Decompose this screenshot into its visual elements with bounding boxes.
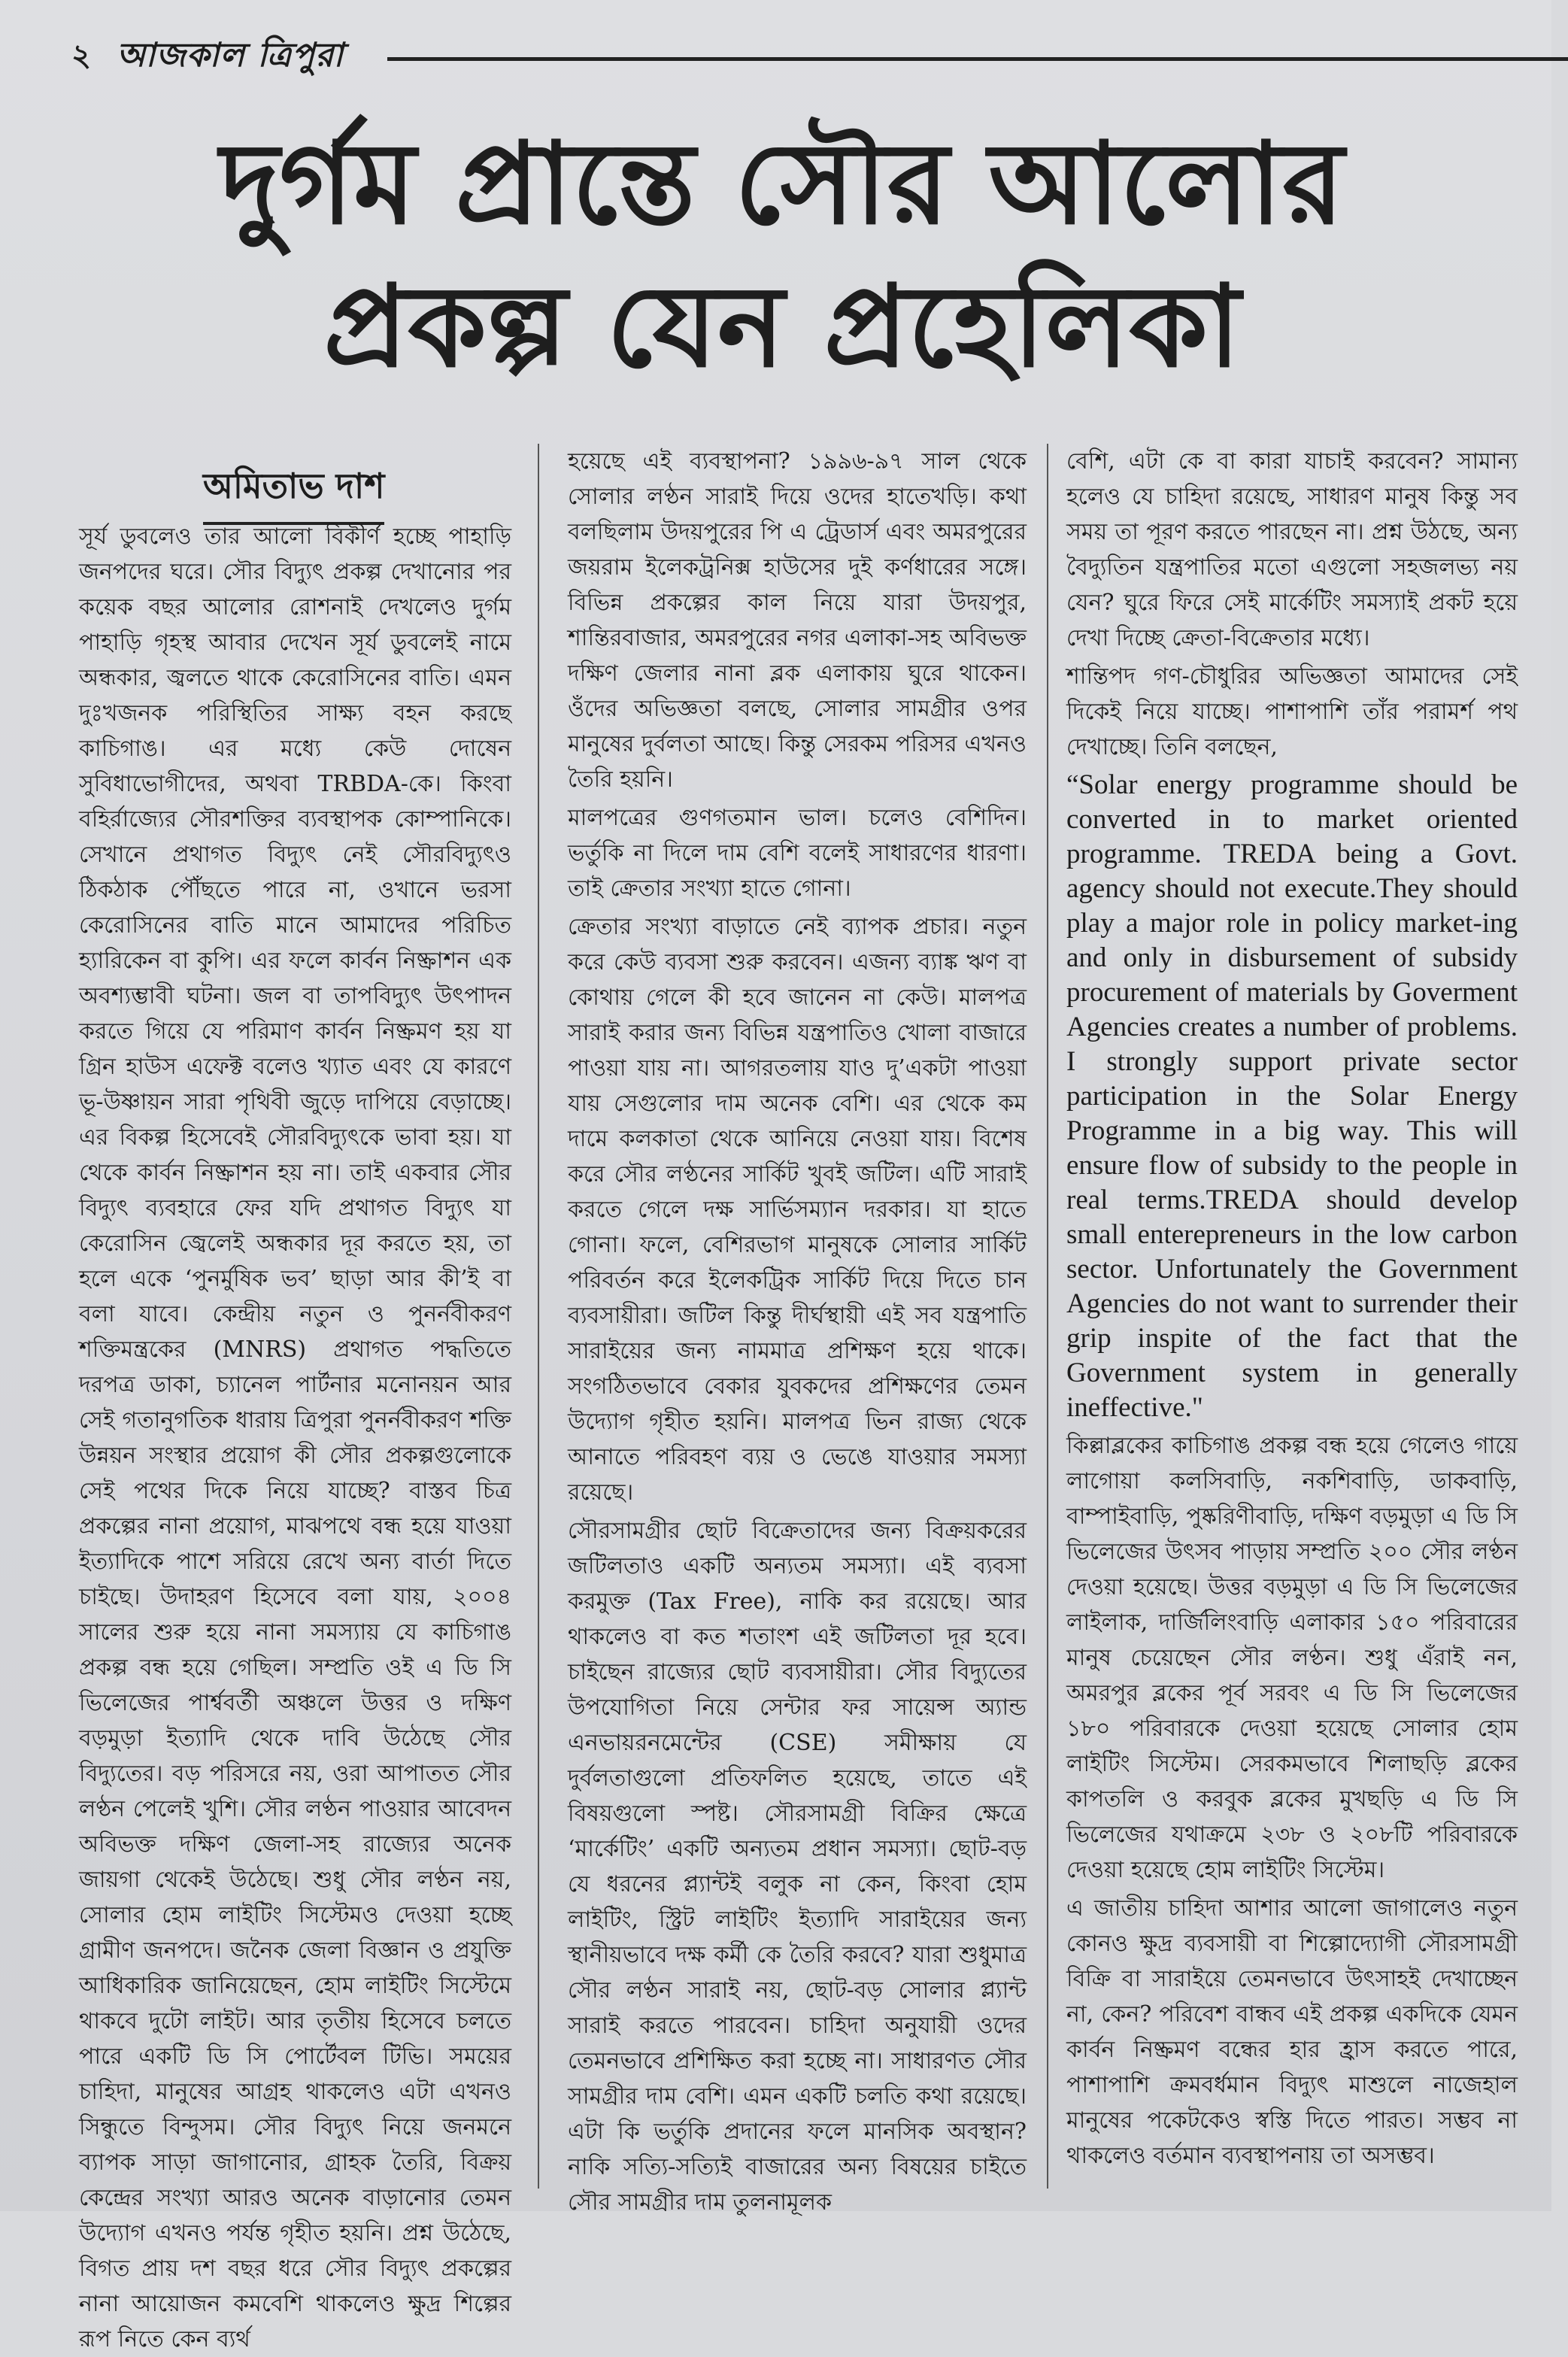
masthead — [71, 29, 1500, 74]
article-column-1 — [79, 519, 511, 2352]
article-column-3 — [1066, 444, 1518, 2196]
article-headline: দুর্গম প্রান্তে সৌর আলোর প্রকল্প যেন প্রহেলিকা — [220, 119, 1345, 393]
english-quote: “Solar energy programme should be converted in to market oriented programme. TREDA being a Govt. agency should not execute.They should play a major role in policy market-ing and only in disbursement of subsidy procurement of materials by Goverment Agencies creates a number of problems. I strongly support private sector participation in the Solar Energy Programme in a big way. This will ensure flow of subsidy to the people in real terms.TREDA should develop small enterepreneurs in the low carbon sector. Unfortunately the Government Agencies do not want to surrender their grip inspite of the fact that the Government system in generally ineffective." — [1066, 769, 1518, 1423]
column-3-paragraph: বেশি, এটা কে বা কারা যাচাই করবেন? সামান্য হলেও যে চাহিদা রয়েছে, সাধারণ মানুষ কিন্তু সব সময় তা পূরণ করতে পারছেন না। প্রশ্ন উঠছে, অন্য বৈদ্যুতিন যন্ত্রপাতির মতো এগুলো সহজলভ্য নয় যেন? ঘুরে ফিরে সেই মার্কেটিং সমস্যাই প্রকট হয়ে দেখা দিচ্ছে ক্রেতা-বিক্রেতার মধ্যে। — [1066, 448, 1518, 651]
column-3-paragraph: কিল্লাব্লকের কাচিগাঙ প্রকল্প বন্ধ হয়ে গেলেও গায়ে লাগোয়া কলসিবাড়ি, নকশিবাড়ি, ডাকবাড়ি, বাম্পাইবাড়ি, পুষ্করিণীবাড়ি, দক্ষিণ বড়মুড়া এ ডি সি ভিলেজের উৎসব পাড়ায় সম্প্রতি ২০০ সৌর লণ্ঠন দেওয়া হয়েছে। উত্তর বড়মুড়া এ ডি সি ভিলেজের লাইলাক, দার্জিলিংবাড়ি এলাকার ১৫০ পরিবারের মানুষ চেয়েছেন সৌর লণ্ঠন। শুধু এঁরাই নন, অমরপুর ব্লকের পূর্ব সরবং এ ডি সি ভিলেজের ১৮০ পরিবারকে দেওয়া হয়েছে সোলার হোম লাইটিং সিস্টেম। সেরকমভাবে শিলাছড়ি ব্লকের কাপতলি ও করবুক ব্লকের মুখছড়ি এ ডি সি ভিলেজের যথাক্রমে ২৩৮ ও ২০৮টি পরিবারকে দেওয়া হয়েছে হোম লাইটিং সিস্টেম। — [1066, 1433, 1518, 1883]
column-divider — [1047, 444, 1048, 2189]
column-2-paragraph: মালপত্রের গুণগতমান ভাল। চলেও বেশিদিন। ভর্তুকি না দিলে দাম বেশি বলেই সাধারণের ধারণা। তাই ক্রেতার সংখ্যা হাতে গোনা। — [568, 805, 1027, 902]
column-2-paragraph: হয়েছে এই ব্যবস্থাপনা? ১৯৯৬-৯৭ সাল থেকে সোলার লণ্ঠন সারাই দিয়ে ওদের হাতেখড়ি। কথা বলছিলাম উদয়পুরের পি এ ট্রেডার্স এবং অমরপুরের জয়রাম ইলেকট্রনিক্স হাউসের দুই কর্ণধারের সঙ্গে। বিভিন্ন প্রকল্পের কাল নিয়ে যারা উদয়পুর, শান্তিরবাজার, অমরপুরের নগর এলাকা-সহ অবিভক্ত দক্ষিণ জেলার নানা ব্লক এলাকায় ঘুরে থাকেন। ওঁদের অভিজ্ঞতা বলছে, সোলার সামগ্রীর ওপর মানুষের দুর্বলতা আছে। কিন্তু সেরকম পরিসর এখনও তৈরি হয়নি। — [568, 448, 1027, 793]
column-3-paragraph: এ জাতীয় চাহিদা আশার আলো জাগালেও নতুন কোনও ক্ষুদ্র ব্যবসায়ী বা শিল্পোদ্যোগী সৌরসামগ্রী বিক্রি বা সারাইয়ে তেমনভাবে উৎসাহই দেখাচ্ছেন না, কেন? পরিবেশ বান্ধব এই প্রকল্প একদিকে যেমন কার্বন নিষ্ক্রমণ বন্ধের হার হ্রাস করতে পারে, পাশাপাশি ক্রমবর্ধমান বিদ্যুৎ মাশুলে নাজেহাল মানুষের পকেটকেও স্বস্তি দিতে পারত। সম্ভব না থাকলেও বর্তমান ব্যবস্থাপনায় তা অসম্ভব। — [1066, 1895, 1518, 2169]
article-column-2 — [568, 444, 1027, 2216]
column-1-paragraph: সূর্য ডুবলেও তার আলো বিকীর্ণ হচ্ছে পাহাড়ি জনপদের ঘরে। সৌর বিদ্যুৎ প্রকল্প দেখানোর পর কয়েক বছর আলোর রোশনাই দেখলেও দুর্গম পাহাড়ি গৃহস্থ আবার দেখেন সূর্য ডুবলেই নামে অন্ধকার, জ্বলতে থাকে কেরোসিনের বাতি। এমন দুঃখজনক পরিস্থিতির সাক্ষ্য বহন করছে কাচিগাঙ। এর মধ্যে কেউ দোষেন সুবিধাভোগীদের, অথবা TRBDA-কে। কিংবা বহির্রাজ্যের সৌরশক্তির ব্যবস্থাপক কোম্পানিকে। সেখানে প্রথাগত বিদ্যুৎ নেই সৌরবিদ্যুৎও ঠিকঠাক পৌঁছতে পারে না, ওখানে ভরসা কেরোসিনের বাতি মানে আমাদের পরিচিত হ্যারিকেন বা কুপি। এর ফলে কার্বন নিষ্ক্রাশন এক অবশ্যম্ভাবী ঘটনা। জল বা তাপবিদ্যুৎ উৎপাদন করতে গিয়ে যে পরিমাণ কার্বন নিষ্ক্রমণ হয় যা গ্রিন হাউস এফেক্ট বলেও খ্যাত এবং যে কারণে ভূ-উষ্ণায়ন সারা পৃথিবী জুড়ে দাপিয়ে বেড়াচ্ছে। এর বিকল্প হিসেবেই সৌরবিদ্যুৎকে ভাবা হয়। যা থেকে কার্বন নিষ্ক্রাশন হয় না। তাই একবার সৌর বিদ্যুৎ ব্যবহারে ফের যদি প্রথাগত বিদ্যুৎ যা কেরোসিন জ্বেলেই অন্ধকার দূর করতে হয়, তা হলে একে ‘পুনর্মুষিক ভব’ ছাড়া আর কী’ই বা বলা যাবে। কেন্দ্রীয় নতুন ও পুনর্নবীকরণ শক্তিমন্ত্রকের (MNRS) প্রথাগত পদ্ধতিতে দরপত্র ডাকা, চ্যানেল পার্টনার মনোনয়ন আর সেই গতানুগতিক ধারায় ত্রিপুরা পুনর্নবীকরণ শক্তি উন্নয়ন সংস্থার প্রয়োগ কী সৌর প্রকল্পগুলোকে সেই পথের দিকে নিয়ে যাচ্ছে? বাস্তব চিত্র প্রকল্পের নানা প্রয়োগ, মাঝপথে বন্ধ হয়ে যাওয়া ইত্যাদিকে পাশে সরিয়ে রেখে অন্য বার্তা দিতে চাইছে। উদাহরণ হিসেবে বলা যায়, ২০০৪ সালের শুরু হয়ে নানা সমস্যায় যে কাচিগাঙ প্রকল্প বন্ধ হয়ে গেছিল। সম্প্রতি ওই এ ডি সি ভিলেজের পার্শ্ববর্তী অঞ্চলে উত্তর ও দক্ষিণ বড়মুড়া ইত্যাদি থেকে দাবি উঠেছে সৌর বিদ্যুতের। বড় পরিসরে নয়, ওরা আপাতত সৌর লণ্ঠন পেলেই খুশি। সৌর লণ্ঠন পাওয়ার আবেদন অবিভক্ত দক্ষিণ জেলা-সহ রাজ্যের অনেক জায়গা থেকেই উঠেছে। শুধু সৌর লণ্ঠন নয়, সোলার হোম লাইটিং সিস্টেমও দেওয়া হচ্ছে গ্রামীণ জনপদে। জনৈক জেলা বিজ্ঞান ও প্রযুক্তি আধিকারিক জানিয়েছেন, হোম লাইটিং সিস্টেমে থাকবে দুটো লাইট। আর তৃতীয় হিসেবে চলতে পারে একটি ডি সি পোর্টেবল টিভি। সময়ের চাহিদা, মানুষের আগ্রহ থাকলেও এটা এখনও সিন্ধুতে বিন্দুসম। সৌর বিদ্যুৎ নিয়ে জনমনে ব্যাপক সাড়া জাগানোর, গ্রাহক তৈরি, বিক্রয় কেন্দ্রের সংখ্যা আরও অনেক বাড়ানোর তেমন উদ্যোগ এখনও পর্যন্ত গৃহীত হয়নি। প্রশ্ন উঠেছে, বিগত প্রায় দশ বছর ধরে সৌর বিদ্যুৎ প্রকল্পের নানা আয়োজন কমবেশি থাকলেও ক্ষুদ্র শিল্পের রূপ নিতে কেন ব্যর্থ — [79, 523, 511, 2352]
newspaper-name: আজকাল ত্রিপুরা — [117, 36, 344, 74]
author-byline: অমিতাভ দাশ — [203, 460, 384, 525]
column-divider — [538, 444, 539, 2189]
column-2-paragraph: ক্রেতার সংখ্যা বাড়াতে নেই ব্যাপক প্রচার। নতুন করে কেউ ব্যবসা শুরু করবেন। এজন্য ব্যাঙ্ক ঋণ বা কোথায় গেলে কী হবে জানেন না কেউ। মালপত্র সারাই করার জন্য বিভিন্ন যন্ত্রপাতিও খোলা বাজারে পাওয়া যায় না। আগরতলায় যাও দু’একটা পাওয়া যায় সেগুলোর দাম অনেক বেশি। এর থেকে কম দামে কলকাতা থেকে আনিয়ে নেওয়া যায়। বিশেষ করে সৌর লণ্ঠনের সার্কিট খুবই জটিল। এটি সারাই করতে গেলে দক্ষ সার্ভিসম্যান দরকার। যা হাতে গোনা। ফলে, বেশিরভাগ মানুষকে সোলার সার্কিট পরিবর্তন করে ইলেকট্রিক সার্কিট দিয়ে দিতে চান ব্যবসায়ীরা। জটিল কিন্তু দীর্ঘস্থায়ী এই সব যন্ত্রপাতি সারাইয়ের জন্য নামমাত্র প্রশিক্ষণ হয়ে থাকে। সংগঠিতভাবে বেকার যুবকদের প্রশিক্ষণের তেমন উদ্যোগ গৃহীত হয়নি। মালপত্র ভিন রাজ্য থেকে আনাতে পরিবহণ ব্যয় ও ভেঙে যাওয়ার সমস্যা রয়েছে। — [568, 914, 1027, 1506]
page-number: ২ — [71, 38, 92, 73]
column-2-paragraph: সৌরসামগ্রীর ছোট বিক্রেতাদের জন্য বিক্রয়করের জটিলতাও একটি অন্যতম সমস্যা। এই ব্যবসা করমুক্ত (Tax Free), নাকি কর রয়েছে। আর থাকলেও বা কত শতাংশ এই জটিলতা দূর হবে। চাইছেন রাজ্যের ছোট ব্যবসায়ীরা। সৌর বিদ্যুতের উপযোগিতা নিয়ে সেন্টার ফর সায়েন্স অ্যান্ড এনভায়রনমেন্টের (CSE) সমীক্ষায় যে দুর্বলতাগুলো প্রতিফলিত হয়েছে, তাতে এই বিষয়গুলো স্পষ্ট। সৌরসামগ্রী বিক্রির ক্ষেত্রে ‘মার্কেটিং’ একটি অন্যতম প্রধান সমস্যা। ছোট-বড় যে ধরনের প্ল্যান্টই বলুক না কেন, কিংবা হোম লাইটিং, স্ট্রিট লাইটিং ইত্যাদি সারাইয়ের জন্য স্থানীয়ভাবে দক্ষ কর্মী কে তৈরি করবে? যারা শুধুমাত্র সৌর লণ্ঠন সারাই নয়, ছোট-বড় সোলার প্ল্যান্ট সারাই করতে পারবেন। চাহিদা অনুযায়ী ওদের তেমনভাবে প্রশিক্ষিত করা হচ্ছে না। সাধারণত সৌর সামগ্রীর দাম বেশি। এমন একটি চলতি কথা রয়েছে। এটা কি ভর্তুকি প্রদানের ফলে মানসিক অবস্থান? নাকি সত্যি-সত্যিই বাজারের অন্য বিষয়ের চাইতে সৌর সামগ্রীর দাম তুলনামূলক — [568, 1518, 1027, 2216]
column-3-paragraph: শান্তিপদ গণ-চৌধুরির অভিজ্ঞতা আমাদের সেই দিকেই নিয়ে যাচ্ছে। পাশাপাশি তাঁর পরামর্শ পথ দেখাচ্ছে। তিনি বলছেন, — [1066, 663, 1518, 760]
masthead-rule — [387, 57, 1568, 61]
